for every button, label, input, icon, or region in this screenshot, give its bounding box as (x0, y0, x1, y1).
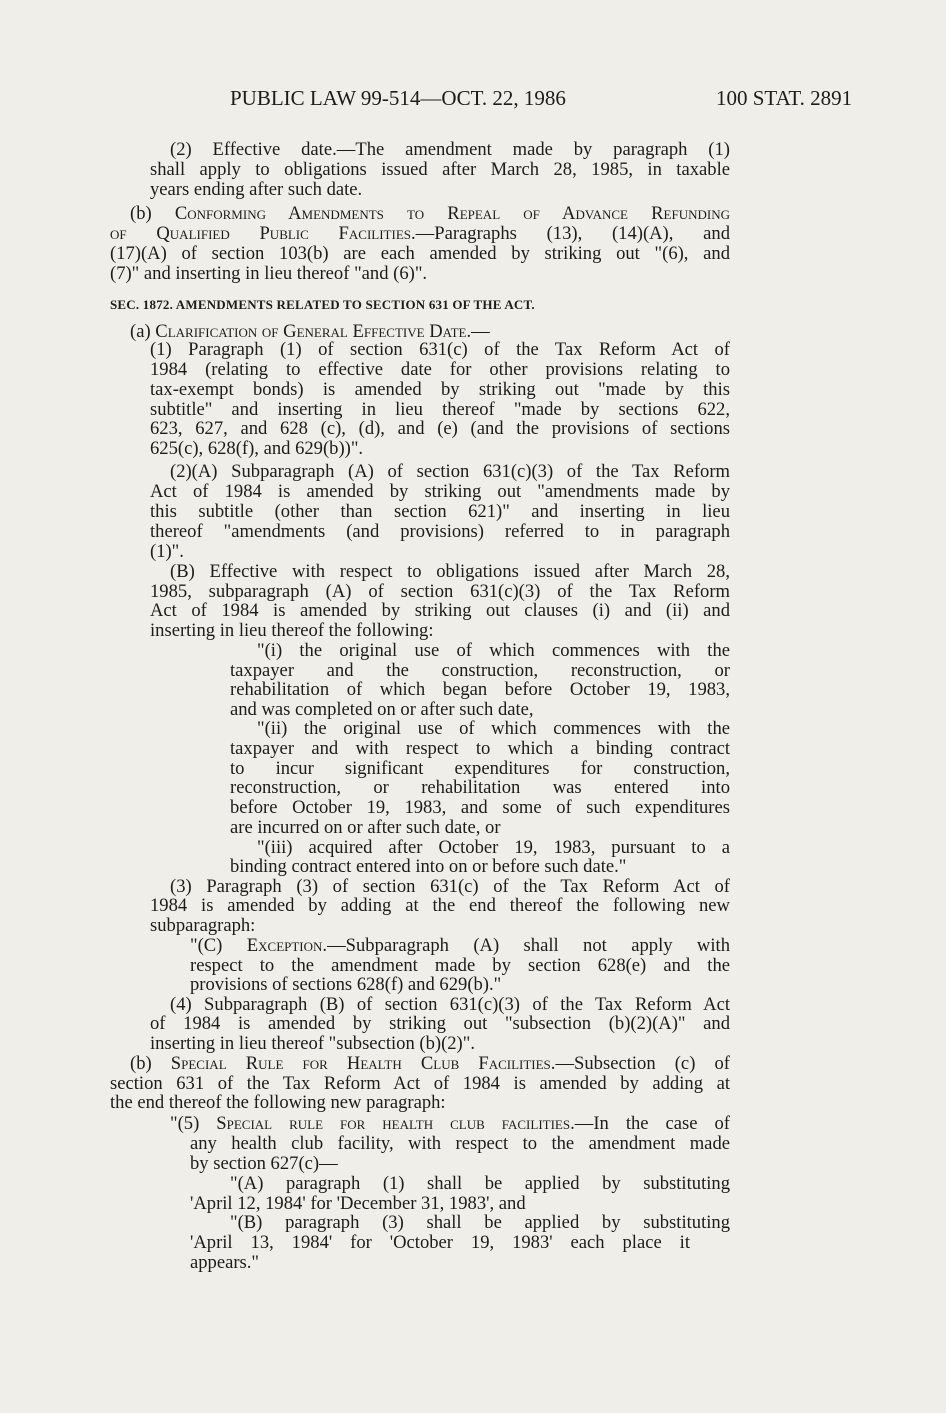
text-line: reconstruction, or rehabilitation was entered into (230, 777, 730, 798)
text-line: (7)" and inserting in lieu thereof "and (6)". (110, 263, 428, 284)
text-line: 625(c), 628(f), and 629(b))". (150, 438, 364, 459)
text-line: rehabilitation of which began before October 19, 1983, (230, 679, 730, 700)
page-header (0, 86, 946, 116)
text-line: of 1984 is amended by striking out "subsection (b)(2)(A)" and (150, 1013, 730, 1034)
text-line: 623, 627, and 628 (c), (d), and (e) (and the provisions of sections (150, 418, 730, 439)
text-line: (2)(A) Subparagraph (A) of section 631(c)(3) of the Tax Reform (170, 461, 730, 482)
text-line: "(i) the original use of which commences with the (257, 640, 730, 661)
text-line: (b) Special Rule for Health Club Facilities.—Subsection (c) of (130, 1053, 730, 1074)
text-line: binding contract entered into on or before such date." (230, 856, 627, 877)
text-line: to incur significant expenditures for construction, (230, 758, 730, 779)
text-line: (a) Clarification of General Effective Date.— (130, 321, 490, 342)
text-line: inserting in lieu thereof the following: (150, 620, 434, 641)
text-line: Act of 1984 is amended by striking out clauses (i) and (ii) and (150, 600, 730, 621)
text-line: any health club facility, with respect to the amendment made (190, 1133, 730, 1154)
text-line: (1) Paragraph (1) of section 631(c) of the Tax Reform Act of (150, 339, 730, 360)
text-line: "(iii) acquired after October 19, 1983, pursuant to a (257, 837, 730, 858)
text-line: "(C) Exception.—Subparagraph (A) shall not apply with (190, 935, 730, 956)
text-line: provisions of sections 628(f) and 629(b)." (190, 974, 502, 995)
text-line: (1)". (150, 541, 184, 562)
text-line: before October 19, 1983, and some of such expenditures (230, 797, 730, 818)
text-line: are incurred on or after such date, or (230, 817, 501, 838)
text-line: Act of 1984 is amended by striking out "amendments made by (150, 481, 730, 502)
text-line: appears." (190, 1252, 260, 1273)
text-line: tax-exempt bonds) is amended by striking out "made by this (150, 379, 730, 400)
text-line: thereof "amendments (and provisions) referred to in paragraph (150, 521, 730, 542)
text-line: taxpayer and the construction, reconstruction, or (230, 660, 730, 681)
text-line: (4) Subparagraph (B) of section 631(c)(3) of the Tax Reform Act (170, 994, 730, 1015)
text-line: respect to the amendment made by section 628(e) and the (190, 955, 730, 976)
text-line: subparagraph: (150, 915, 256, 936)
text-line: "(A) paragraph (1) shall be applied by substituting (230, 1173, 730, 1194)
text-line: section 631 of the Tax Reform Act of 1984 is amended by adding at (110, 1073, 730, 1094)
text-line: 1984 is amended by adding at the end thereof the following new (150, 895, 730, 916)
text-line: 'April 13, 1984' for 'October 19, 1983' each place it (190, 1232, 690, 1253)
text-line: 1984 (relating to effective date for other provisions relating to (150, 359, 730, 380)
text-line: shall apply to obligations issued after March 28, 1985, in taxable (150, 159, 730, 180)
text-line: (b) Conforming Amendments to Repeal of Advance Refunding (130, 203, 730, 224)
text-line: 1985, subparagraph (A) of section 631(c)(3) of the Tax Reform (150, 581, 730, 602)
text-line: 'April 12, 1984' for 'December 31, 1983', and (190, 1193, 526, 1214)
text-line: this subtitle (other than section 621)" and inserting in lieu (150, 501, 730, 522)
text-line: SEC. 1872. AMENDMENTS RELATED TO SECTION 631 OF THE ACT. (110, 297, 535, 312)
statute-citation: 100 STAT. 2891 (716, 86, 853, 110)
text-line: inserting in lieu thereof "subsection (b)(2)". (150, 1033, 475, 1054)
text-line: by section 627(c)— (190, 1153, 338, 1174)
text-line: taxpayer and with respect to which a binding contract (230, 738, 730, 759)
text-line: (3) Paragraph (3) of section 631(c) of the Tax Reform Act of (170, 876, 730, 897)
text-line: "(ii) the original use of which commences with the (257, 718, 730, 739)
running-title: PUBLIC LAW 99-514—OCT. 22, 1986 (230, 86, 566, 110)
text-line: (2) Effective date.—The amendment made by paragraph (1) (170, 139, 730, 160)
text-line: and was completed on or after such date, (230, 699, 534, 720)
text-line: (B) Effective with respect to obligations issued after March 28, (170, 561, 730, 582)
text-line: subtitle" and inserting in lieu thereof "made by sections 622, (150, 399, 730, 420)
text-line: (17)(A) of section 103(b) are each amended by striking out "(6), and (110, 243, 730, 264)
text-line: of Qualified Public Facilities.—Paragraphs (13), (14)(A), and (110, 223, 730, 244)
text-line: "(5) Special rule for health club facilities.—In the case of (170, 1113, 730, 1134)
text-line: years ending after such date. (150, 179, 363, 200)
text-line: the end thereof the following new paragraph: (110, 1092, 446, 1113)
text-line: "(B) paragraph (3) shall be applied by substituting (230, 1212, 730, 1233)
